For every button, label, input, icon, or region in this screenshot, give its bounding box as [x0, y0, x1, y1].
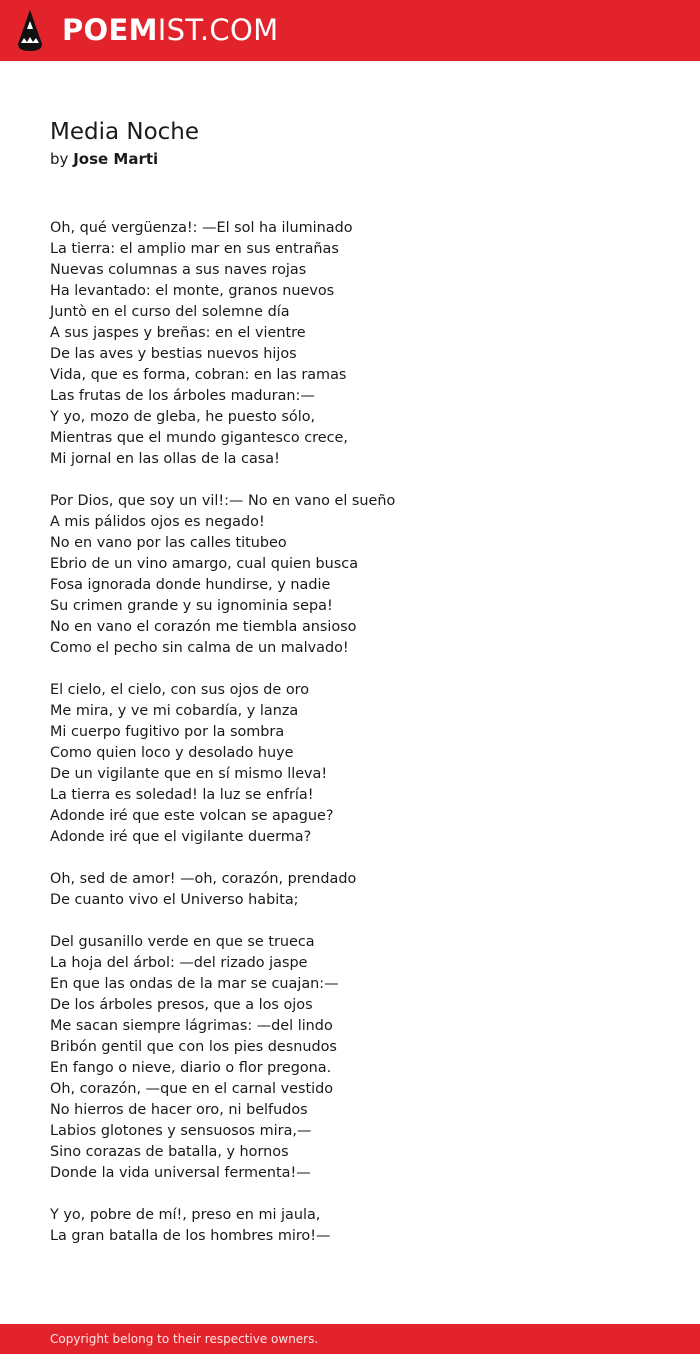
poem-line: En fango o nieve, diario o flor pregona. [50, 1060, 332, 1076]
poem-line: Y yo, mozo de gleba, he puesto sólo, [50, 409, 316, 425]
brand-bold: POEM [62, 13, 158, 47]
poem-line: Las frutas de los árboles maduran:— [50, 388, 315, 404]
poem-title: Media Noche [50, 119, 200, 145]
poem-line: De un vigilante que en sí mismo lleva! [50, 766, 328, 782]
poem-line: No en vano por las calles titubeo [50, 535, 287, 551]
stanza-gap [50, 1184, 650, 1205]
stanza [50, 932, 650, 1184]
poem-line: Juntò en el curso del solemne día [50, 304, 290, 320]
stanza [50, 869, 650, 911]
site-header [0, 0, 700, 61]
poem-line: Me sacan siempre lágrimas: —del lindo [50, 1018, 333, 1034]
poem-line: Fosa ignorada donde hundirse, y nadie [50, 577, 331, 593]
poem-line: Su crimen grande y su ignominia sepa! [50, 598, 333, 614]
poem-line: A mis pálidos ojos es negado! [50, 514, 265, 530]
poem-line: De cuanto vivo el Universo habita; [50, 892, 299, 908]
poem-line: Como quien loco y desolado huye [50, 745, 294, 761]
stanza [50, 1205, 650, 1247]
poem-line: Por Dios, que soy un vil!:— No en vano el sueño [50, 493, 396, 509]
poem-line: Adonde iré que este volcan se apague? [50, 808, 334, 824]
poem-line: Me mira, y ve mi cobardía, y lanza [50, 703, 299, 719]
stanza-gap [50, 911, 650, 932]
stanza [50, 491, 650, 659]
site-footer [0, 1324, 700, 1354]
poem-line: Adonde iré que el vigilante duerma? [50, 829, 312, 845]
poem-line: En que las ondas de la mar se cuajan:— [50, 976, 339, 992]
byline [50, 148, 158, 170]
poem-line: De las aves y bestias nuevos hijos [50, 346, 297, 362]
poem-line: Labios glotones y sensuosos mira,— [50, 1123, 312, 1139]
poem-line: Mi cuerpo fugitivo por la sombra [50, 724, 285, 740]
poem-line: Oh, sed de amor! —oh, corazón, prendado [50, 871, 357, 887]
stanza-gap [50, 848, 650, 869]
poem-body [50, 218, 650, 1247]
poem-line: Y yo, pobre de mí!, preso en mi jaula, [50, 1207, 321, 1223]
poem-line: Ha levantado: el monte, granos nuevos [50, 283, 335, 299]
poem-line: De los árboles presos, que a los ojos [50, 997, 313, 1013]
poem-line: Mi jornal en las ollas de la casa! [50, 451, 280, 467]
stanza-gap [50, 659, 650, 680]
poem-line: Mientras que el mundo gigantesco crece, [50, 430, 348, 446]
brand-logo-link[interactable] [62, 10, 278, 50]
brand-light: IST.COM [157, 13, 279, 47]
author-name: Jose Marti [73, 150, 159, 168]
poem-line: A sus jaspes y breñas: en el vientre [50, 325, 306, 341]
poem-line: No en vano el corazón me tiembla ansioso [50, 619, 357, 635]
poem-line: Nuevas columnas a sus naves rojas [50, 262, 307, 278]
poem-line: La tierra: el amplio mar en sus entrañas [50, 241, 339, 257]
poem-line: No hierros de hacer oro, ni belfudos [50, 1102, 308, 1118]
poem-line: Oh, qué vergüenza!: —El sol ha iluminado [50, 220, 353, 236]
stanza [50, 218, 650, 470]
poem-line: Ebrio de un vino amargo, cual quien busca [50, 556, 359, 572]
poem-line: Bribón gentil que con los pies desnudos [50, 1039, 337, 1055]
poem-line: Como el pecho sin calma de un malvado! [50, 640, 349, 656]
poem-line: La tierra es soledad! la luz se enfría! [50, 787, 314, 803]
poem-line: Del gusanillo verde en que se trueca [50, 934, 315, 950]
poem-line: El cielo, el cielo, con sus ojos de oro [50, 682, 310, 698]
poem-line: Donde la vida universal fermenta!— [50, 1165, 311, 1181]
poem-line: La gran batalla de los hombres miro!— [50, 1228, 331, 1244]
poem-line: Sino corazas de batalla, y hornos [50, 1144, 289, 1160]
poem-line: La hoja del árbol: —del rizado jaspe [50, 955, 308, 971]
stanza [50, 680, 650, 848]
poem-line: Oh, corazón, —que en el carnal vestido [50, 1081, 334, 1097]
stanza-gap [50, 470, 650, 491]
copyright-notice: Copyright belong to their respective owners. [50, 1332, 319, 1346]
pencil-tip-icon[interactable] [17, 9, 43, 52]
poem-line: Vida, que es forma, cobran: en las ramas [50, 367, 347, 383]
by-label: by [50, 150, 69, 168]
